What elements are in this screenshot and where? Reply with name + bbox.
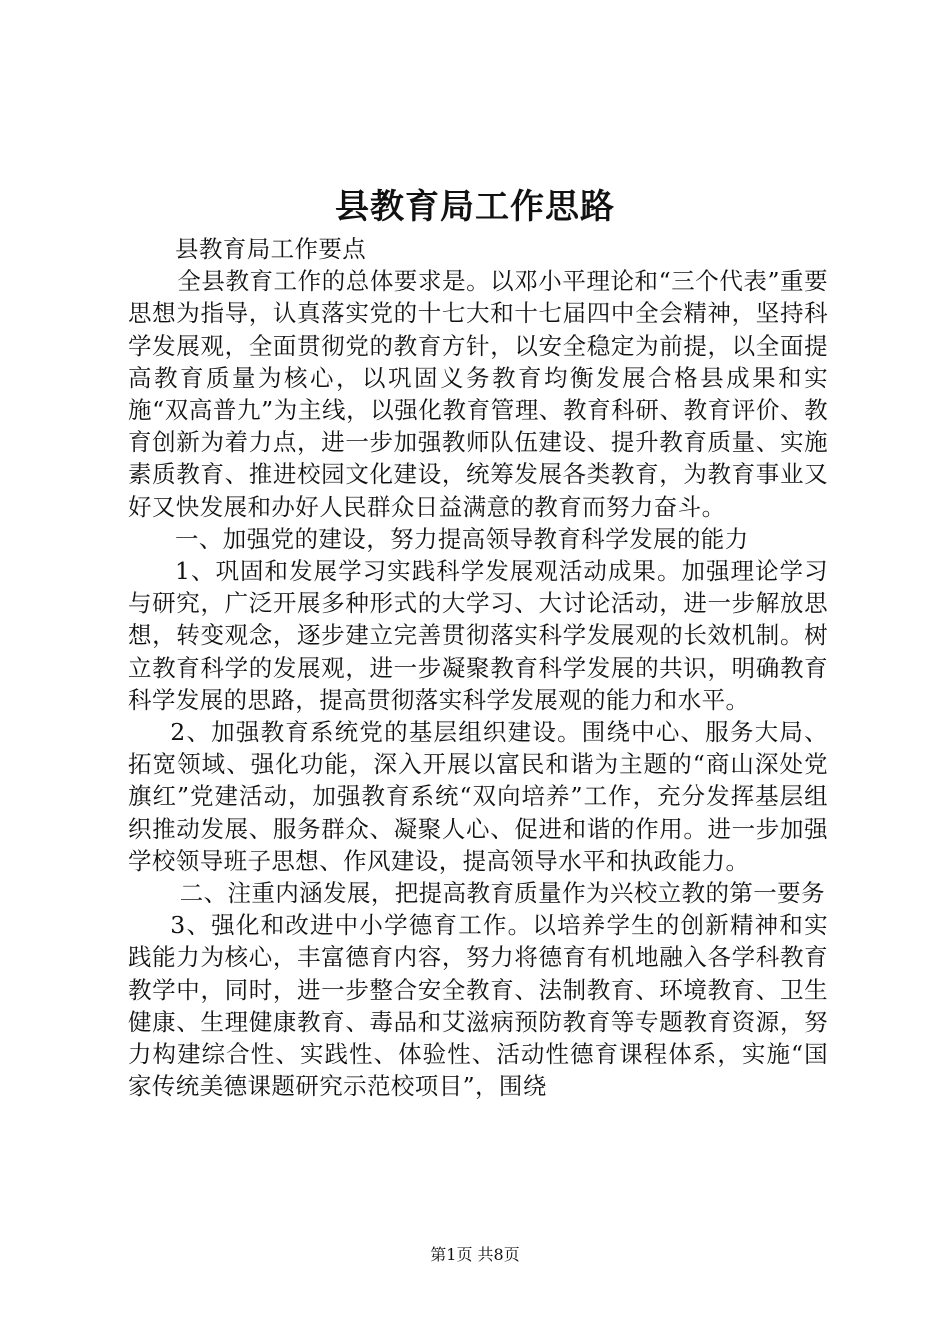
page-footer: 第1页 共8页 <box>430 1245 520 1264</box>
section-heading-1: 一、加强党的建设，努力提高领导教育科学发展的能力 <box>175 524 749 553</box>
section-heading-2: 二、注重内涵发展，把提高教育质量作为兴校立教的第一要务 <box>179 879 825 908</box>
paragraph-item-3: 3、强化和改进中小学德育工作。以培养学生的创新精神和实践能力为核心，丰富德育内容，努力将德育有机地融入各学科教育教学中，同时，进一步整合安全教育、法制教育、环境教育、卫生健康、生理健康教育、毒品和艾滋病预防教育等专题教育资源，努力构建综合性、实践性、体验性、活动性德育课程体系，实施“国家传统美德课题研究示范校项目”，围绕 <box>128 911 828 1101</box>
subtitle-paragraph: 县教育局工作要点 <box>175 235 367 263</box>
paragraph-general-requirements: 全县教育工作的总体要求是。以邓小平理论和“三个代表”重要思想为指导，认真落实党的十七大和十七届四中全会精神，坚持科学发展观，全面贯彻党的教育方针，以安全稳定为前提，以全面提高教育质量为核心，以巩固义务教育均衡发展合格县成果和实施“双高普九”为主线，以强化教育管理、教育科研、教育评价、教育创新为着力点，进一步加强教师队伍建设、提升教育质量、实施素质教育、推进校园文化建设，统筹发展各类教育，为教育事业又好又快发展和办好人民群众日益满意的教育而努力奋斗。 <box>128 267 828 521</box>
paragraph-item-1: 1、巩固和发展学习实践科学发展观活动成果。加强理论学习与研究，广泛开展多种形式的大学习、大讨论活动，进一步解放思想，转变观念，逐步建立完善贯彻落实科学发展观的长效机制。树立教育科学的发展观，进一步凝聚教育科学发展的共识，明确教育科学发展的思路，提高贯彻落实科学发展观的能力和水平。 <box>128 557 828 714</box>
paragraph-item-2: 2、加强教育系统党的基层组织建设。围绕中心、服务大局、拓宽领域、强化功能，深入开展以富民和谐为主题的“商山深处党旗红”党建活动，加强教育系统“双向培养”工作，充分发挥基层组织推动发展、服务群众、凝聚人心、促进和谐的作用。进一步加强学校领导班子思想、作风建设，提高领导水平和执政能力。 <box>128 718 828 875</box>
page-title: 县教育局工作思路 <box>335 187 615 227</box>
document-body <box>128 233 828 1102</box>
